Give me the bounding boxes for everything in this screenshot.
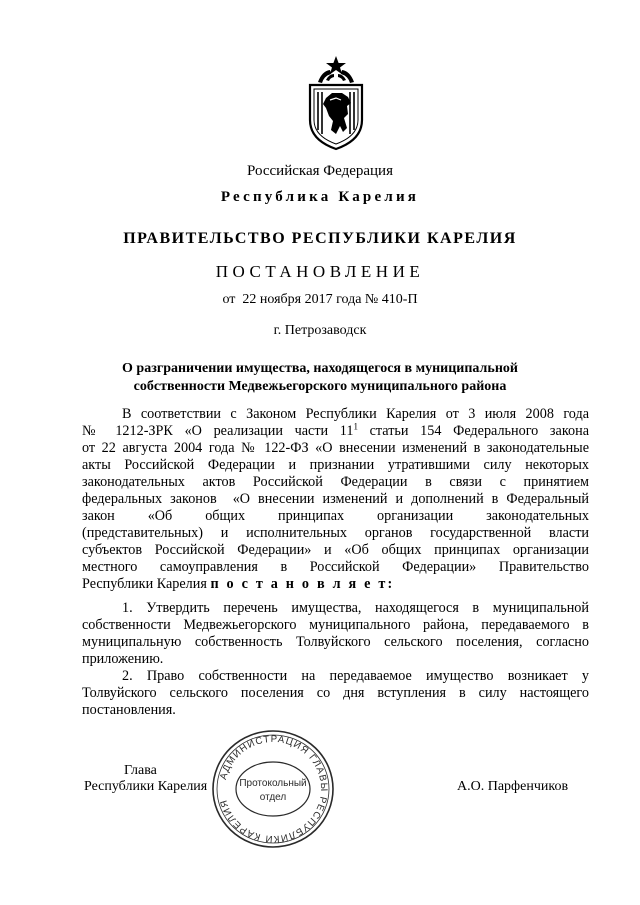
- text-line: постановления.: [82, 702, 176, 718]
- signatory-position: Республики Карелия: [84, 779, 208, 794]
- karelia-coat-of-arms-icon: [296, 54, 376, 152]
- text-line: В соответствии с Законом Республики Карелия от 3 июля 2008 года: [122, 406, 589, 422]
- title-line: О разграничении имущества, находящегося в муниципальной: [122, 361, 518, 376]
- text-line: 2. Право собственности на передаваемое имущество возникает у: [122, 668, 589, 684]
- text-span: Республики Карелия: [82, 576, 211, 592]
- text-line: 1. Утвердить перечень имущества, находящегося в муниципальной: [122, 600, 589, 616]
- country-name: Российская Федерация: [247, 163, 393, 179]
- stamp-inner-text: Протокольный: [239, 778, 307, 789]
- text-line: субъектов Российской Федерации» и «Об общих принципах организации: [82, 542, 589, 558]
- text-line: собственности Медвежьегорского муниципального района, передаваемого в: [82, 617, 589, 633]
- title-line: собственности Медвежьегорского муниципального района: [133, 379, 507, 394]
- text-line: от 22 августа 2004 года № 122-ФЗ «О внесении изменений в законодательные: [82, 440, 589, 456]
- stamp-inner-text: отдел: [259, 792, 287, 803]
- text-line: федеральных законов «О внесении изменений и дополнений в Федеральный: [82, 491, 589, 507]
- text-span: статьи 154 Федерального закона: [357, 423, 589, 439]
- resolves-word: п о с т а н о в л я е т:: [210, 576, 395, 592]
- document-city: г. Петрозаводск: [273, 323, 367, 338]
- document-title: [0, 360, 640, 396]
- signatory-name: А.О. Парфенчиков: [457, 779, 569, 794]
- text-line: законодательных актов Российской Федерации в связи с принятием: [82, 474, 589, 490]
- text-line: приложению.: [82, 651, 164, 667]
- text-line: местного самоуправления в Российской Федерации» Правительство: [82, 559, 589, 575]
- text-line: закон «Об общих принципах организации законодательных: [82, 508, 589, 524]
- superscript: 1: [353, 421, 358, 432]
- text-line: муниципальную собственность Толвуйского сельского поселения, согласно: [82, 634, 589, 650]
- official-stamp: [209, 726, 337, 852]
- text-span: № 1212-ЗРК «О реализации части 11: [82, 423, 354, 439]
- document-type: ПОСТАНОВЛЕНИЕ: [215, 262, 425, 281]
- text-line: (представительных) и исполнительных органов государственной власти: [82, 525, 589, 541]
- government-name: ПРАВИТЕЛЬСТВО РЕСПУБЛИКИ КАРЕЛИЯ: [123, 230, 517, 247]
- svg-text:АДМИНИСТРАЦИЯ ГЛАВЫ РЕСПУБЛИКИ: [218, 734, 329, 844]
- text-line: [82, 423, 589, 440]
- document-date-number: от 22 ноября 2017 года № 410-П: [222, 292, 418, 307]
- text-line: акты Российской Федерации и признании утратившими силу некоторых: [82, 457, 589, 473]
- text-line: Толвуйского сельского поселения со дня вступления в силу настоящего: [82, 685, 589, 701]
- preamble-paragraph: [82, 406, 589, 593]
- item-2-paragraph: [82, 668, 589, 719]
- stamp-outer-text: АДМИНИСТРАЦИЯ ГЛАВЫ РЕСПУБЛИКИ КАРЕЛИЯ: [218, 733, 330, 845]
- republic-name: Республика Карелия: [220, 189, 420, 205]
- text-line: [82, 576, 589, 593]
- item-1-paragraph: [82, 600, 589, 668]
- signatory-position: Глава: [124, 763, 157, 778]
